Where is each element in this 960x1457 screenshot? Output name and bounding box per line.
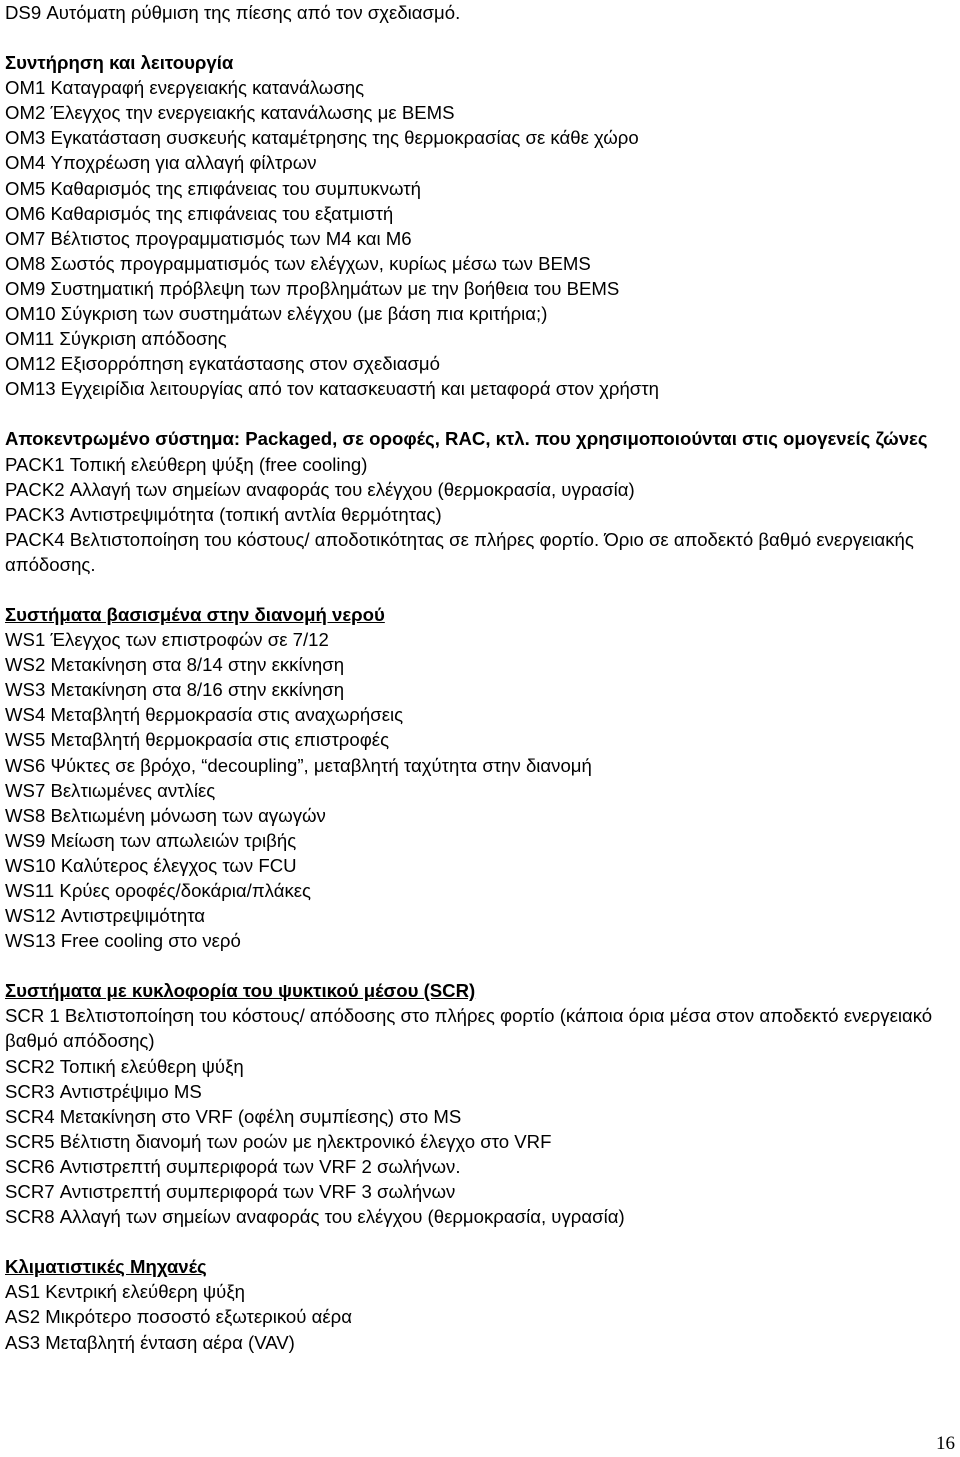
list-item: WS1 Έλεγχος των επιστροφών σε 7/12 — [5, 629, 329, 651]
list-item: OM8 Σωστός προγραμματισμός των ελέγχων, κυρίως μέσω των BEMS — [5, 252, 591, 274]
list-item: SCR7 Αντιστρεπτή συμπεριφορά των VRF 3 σωλήνων — [5, 1181, 456, 1203]
list-item: OM1 Καταγραφή ενεργειακής κατανάλωσης — [5, 77, 365, 99]
list-item: AS3 Μεταβλητή ένταση αέρα (VAV) — [5, 1331, 295, 1353]
section-heading: Κλιματιστικές Μηχανές — [5, 1256, 207, 1278]
list-item: SCR5 Βέλτιστη διανομή των ροών με ηλεκτρονικό έλεγχο στο VRF — [5, 1130, 552, 1152]
section-heading: Αποκεντρωμένο σύστημα: Packaged, σε οροφές, RAC, κτλ. που χρησιμοποιούνται στις ομογενείς ζώνες — [5, 428, 928, 450]
list-item: WS8 Βελτιωμένη μόνωση των αγωγών — [5, 804, 326, 826]
list-item: SCR6 Αντιστρεπτή συμπεριφορά των VRF 2 σωλήνων. — [5, 1155, 461, 1177]
list-item: OM10 Σύγκριση των συστημάτων ελέγχου (με βάση πια κριτήρια;) — [5, 303, 548, 325]
list-item: SCR3 Αντιστρέψιμο MS — [5, 1080, 202, 1102]
list-item: SCR 1 Βελτιστοποίηση του κόστους/ απόδοσης στο πλήρες φορτίο (κάποια όρια μέσα στον αποδεκτό ενεργειακό βαθμό απόδοσης) — [5, 1005, 933, 1052]
list-item: OM11 Σύγκριση απόδοσης — [5, 328, 227, 350]
list-item: OM5 Καθαρισμός της επιφάνειας του συμπυκνωτή — [5, 177, 421, 199]
list-item: WS3 Μετακίνηση στα 8/16 στην εκκίνηση — [5, 679, 345, 701]
list-item: OM4 Υποχρέωση για αλλαγή φίλτρων — [5, 152, 317, 174]
list-item: WS5 Μεταβλητή θερμοκρασία στις επιστροφές — [5, 729, 390, 751]
list-item: WS13 Free cooling στο νερό — [5, 930, 241, 952]
list-item: WS2 Μετακίνηση στα 8/14 στην εκκίνηση — [5, 654, 345, 676]
list-item: OM13 Εγχειρίδια λειτουργίας από τον κατασκευαστή και μεταφορά στον χρήστη — [5, 378, 659, 400]
section-decentralized — [5, 426, 955, 577]
list-item: WS9 Μείωση των απωλειών τριβής — [5, 829, 297, 851]
list-item: OM12 Εξισορρόπηση εγκατάστασης στον σχεδιασμό — [5, 353, 440, 375]
list-item: WS10 Καλύτερος έλεγχος των FCU — [5, 854, 297, 876]
section-water — [5, 602, 955, 953]
section-maintenance — [5, 50, 955, 401]
section-heading: Συστήματα με κυκλοφορία του ψυκτικού μέσου (SCR) — [5, 980, 476, 1002]
intro-line: DS9 Αυτόματη ρύθμιση της πίεσης από τον σχεδιασμό. — [5, 2, 461, 23]
list-item: WS12 Αντιστρεψιμότητα — [5, 905, 206, 927]
document-page — [5, 0, 955, 1355]
list-item: OM2 Έλεγχος την ενεργειακής κατανάλωσης με BEMS — [5, 102, 455, 124]
section-heading: Συντήρηση και λειτουργία — [5, 52, 234, 74]
list-item: AS2 Μικρότερο ποσοστό εξωτερικού αέρα — [5, 1306, 352, 1328]
list-item: OM3 Εγκατάσταση συσκευής καταμέτρησης της θερμοκρασίας σε κάθε χώρο — [5, 127, 639, 149]
list-item: WS4 Μεταβλητή θερμοκρασία στις αναχωρήσεις — [5, 704, 404, 726]
list-item: PACK2 Αλλαγή των σημείων αναφοράς του ελέγχου (θερμοκρασία, υγρασία) — [5, 478, 635, 500]
page-number: 16 — [936, 1433, 955, 1454]
list-item: SCR8 Αλλαγή των σημείων αναφοράς του ελέγχου (θερμοκρασία, υγρασία) — [5, 1206, 625, 1228]
section-heading: Συστήματα βασισμένα στην διανομή νερού — [5, 603, 385, 625]
list-item: OM6 Καθαρισμός της επιφάνειας του εξατμιστή — [5, 202, 394, 224]
list-item: WS11 Κρύες οροφές/δοκάρια/πλάκες — [5, 880, 311, 901]
list-item: OM7 Βέλτιστος προγραμματισμός των M4 και M6 — [5, 227, 412, 249]
list-item: WS6 Ψύκτες σε βρόχο, “decoupling”, μεταβλητή ταχύτητα στην διανομή — [5, 754, 592, 776]
list-item: OM9 Συστηματική πρόβλεψη των προβλημάτων με την βοήθεια του BEMS — [5, 277, 620, 299]
list-item: SCR4 Μετακίνηση στο VRF (οφέλη συμπίεσης) στο MS — [5, 1105, 462, 1127]
list-item: PACK3 Αντιστρεψιμότητα (τοπική αντλία θερμότητας) — [5, 503, 442, 525]
list-item: AS1 Κεντρική ελεύθερη ψύξη — [5, 1281, 246, 1303]
list-item: SCR2 Τοπική ελεύθερη ψύξη — [5, 1055, 244, 1077]
list-item: WS7 Βελτιωμένες αντλίες — [5, 779, 216, 801]
section-air-handling — [5, 1254, 955, 1354]
list-item: PACK1 Τοπική ελεύθερη ψύξη (free cooling) — [5, 453, 368, 475]
section-refrigerant — [5, 978, 955, 1229]
list-item: PACK4 Βελτιστοποίηση του κόστους/ αποδοτικότητας σε πλήρες φορτίο. Όριο σε αποδεκτό βαθμό ενεργειακής απόδοσης. — [5, 528, 914, 575]
